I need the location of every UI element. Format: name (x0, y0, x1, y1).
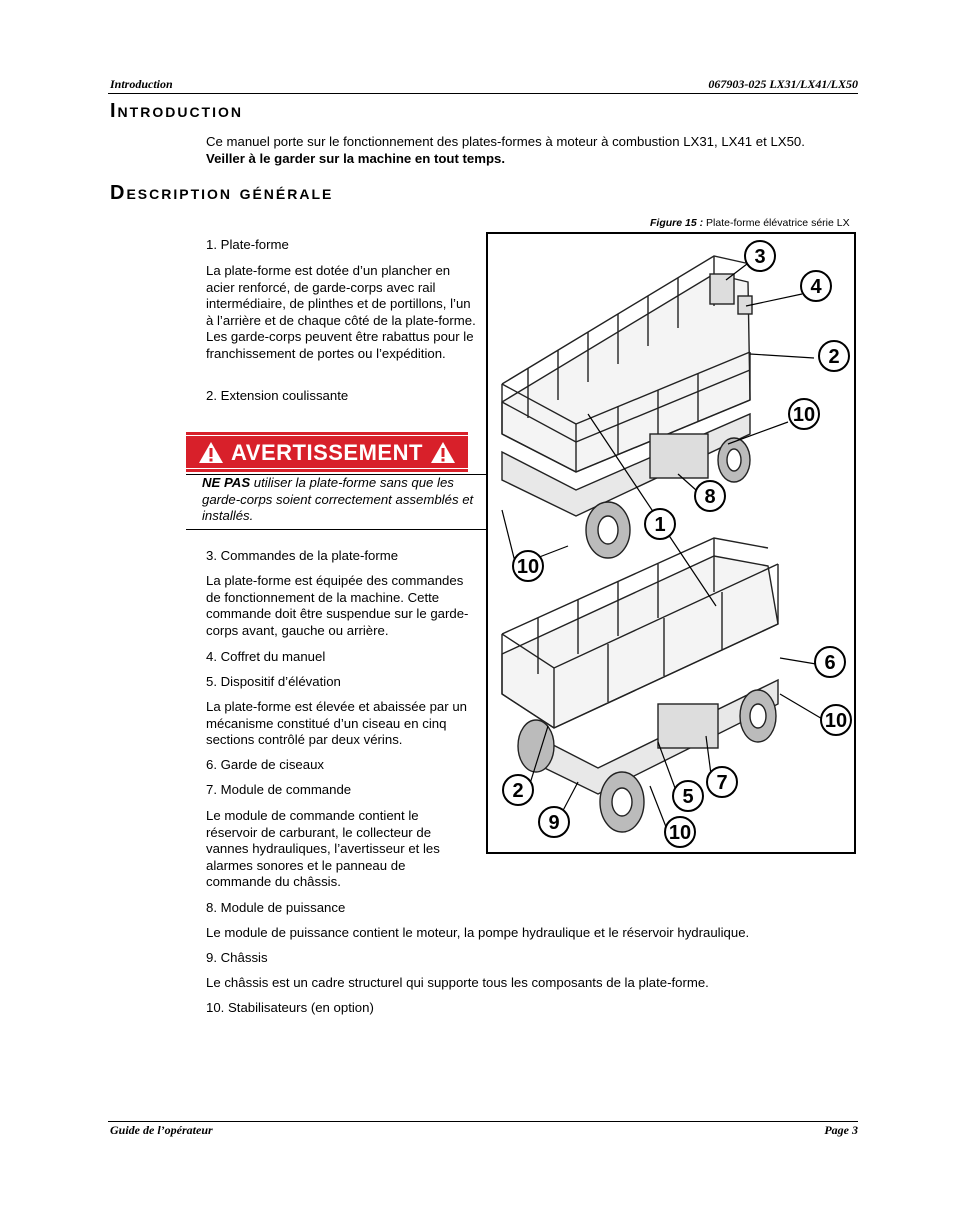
warning-banner (186, 432, 468, 472)
item-6-title: 6. Garde de ciseaux (206, 757, 325, 772)
item-9-text: Le châssis est un cadre structurel qui supporte tous les composants de la plate-forme. (206, 975, 709, 990)
callout-label: 10 (668, 822, 692, 844)
callout-label: 2 (828, 346, 840, 368)
callout-10-lower-bottom (665, 817, 695, 847)
item-3-title: 3. Commandes de la plate-forme (206, 548, 399, 563)
description-heading: Description générale (110, 182, 334, 204)
callout-2-upper (819, 341, 849, 371)
warning-bottom-rule (186, 529, 486, 530)
item-1-text: La plate-forme est dotée d’un plancher en acier renforcé, de garde-corps avec rail intermédiaire, de plinthes et de portillons, l’un à l’arrière et de chaque côté de la plate-forme. Les garde-corps peuvent être rabattus pour le franchissement de portes ou l’expédition. (206, 263, 476, 361)
callout-label: 10 (516, 556, 540, 578)
callout-label: 1 (654, 514, 666, 536)
intro-heading: Introduction (110, 100, 243, 122)
intro-bold-text: Veiller à le garder sur la machine en tout temps. (206, 150, 506, 166)
intro-text: Ce manuel porte sur le fonctionnement des plates-formes à moteur à combustion LX31, LX41 et LX50. (206, 134, 805, 149)
callout-label: 6 (824, 652, 836, 674)
warning-triangle-icon (430, 441, 456, 464)
warning-bold-text: NE PAS (202, 475, 251, 490)
page-number: Page 3 (824, 1123, 858, 1137)
callout-3 (745, 241, 775, 271)
callout-10-upper-right (789, 399, 819, 429)
item-10-title: 10. Stabilisateurs (en option) (206, 1000, 374, 1015)
warning-top-line (186, 435, 468, 436)
callout-4 (801, 271, 831, 301)
footer-left: Guide de l’opérateur (110, 1123, 213, 1137)
item-7-text: Le module de commande contient le réservoir de carburant, le collecteur de vannes hydrauliques, l’avertisseur et les alarmes sonores et le panneau de commande du châssis. (206, 808, 440, 890)
callout-label: 10 (824, 710, 848, 732)
callout-label: 10 (792, 404, 816, 426)
item-8-text: Le module de puissance contient le moteur, la pompe hydraulique et le réservoir hydraulique. (206, 925, 750, 940)
callout-1 (645, 509, 675, 539)
callout-5 (673, 781, 703, 811)
item-7-title: 7. Module de commande (206, 782, 352, 797)
warning-bottom-line (186, 468, 468, 469)
item-2-title: 2. Extension coulissante (206, 388, 349, 403)
intro-paragraph (206, 134, 856, 167)
callout-label: 2 (512, 780, 524, 802)
warning-body-text: utiliser la plate-forme sans que les garde-corps soient correctement assemblés et installés. (202, 475, 474, 524)
callout-label: 9 (548, 812, 560, 834)
callout-label: 7 (716, 772, 728, 794)
upper-lift-drawing (502, 256, 752, 558)
callout-10-upper-left (513, 551, 543, 581)
warning-title: AVERTISSEMENT (231, 440, 423, 465)
callout-label: 8 (704, 486, 716, 508)
figure-caption-label: Figure 15 : (650, 217, 704, 229)
callout-label: 5 (682, 786, 694, 808)
figure-caption (650, 217, 850, 229)
callout-label: 4 (810, 276, 822, 298)
header-rule (108, 93, 858, 94)
item-3-text: La plate-forme est équipée des commandes de fonctionnement de la machine. Cette commande doit être suspendue sur le garde-corps avant, gauche ou arrière. (206, 573, 469, 638)
callout-10-lower-right (821, 705, 851, 735)
callout-2-lower (503, 775, 533, 805)
item-4-title: 4. Coffret du manuel (206, 649, 326, 664)
scissor-lift-drawing (488, 234, 854, 852)
warning-text (202, 475, 480, 525)
callout-6 (815, 647, 845, 677)
callout-8 (695, 481, 725, 511)
item-9-title: 9. Châssis (206, 950, 268, 965)
running-header-right: 067903-025 LX31/LX41/LX50 (708, 77, 858, 91)
lift-illustration (486, 232, 856, 854)
figure-caption-text: Plate-forme élévatrice série LX (703, 217, 850, 229)
item-1-title: 1. Plate-forme (206, 237, 289, 252)
item-8-title: 8. Module de puissance (206, 900, 346, 915)
callout-7 (707, 767, 737, 797)
footer-rule (108, 1121, 858, 1122)
running-header-left: Introduction (110, 77, 173, 91)
item-5-title: 5. Dispositif d’élévation (206, 674, 341, 689)
callout-9 (539, 807, 569, 837)
item-5-text: La plate-forme est élevée et abaissée par un mécanisme constitué d’un ciseau en cinq sections contrôlé par deux vérins. (206, 699, 467, 748)
callout-label: 3 (754, 246, 766, 268)
